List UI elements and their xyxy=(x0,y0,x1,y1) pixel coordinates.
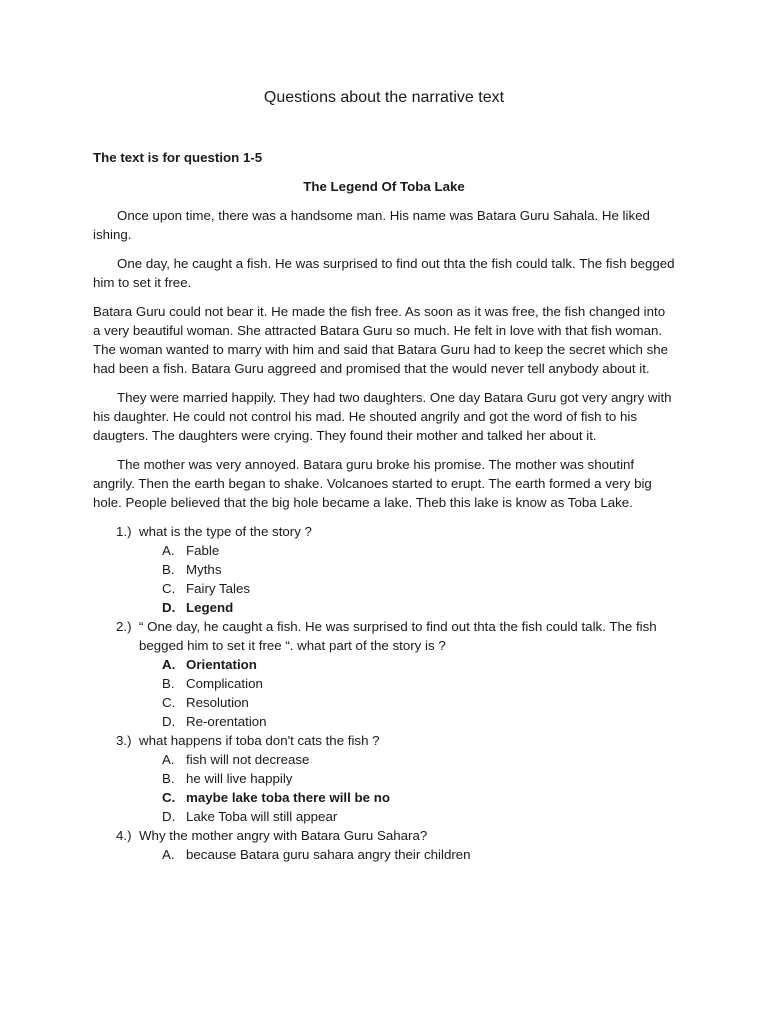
option-text: Resolution xyxy=(186,695,249,710)
answer-option xyxy=(93,560,675,579)
answer-option xyxy=(93,674,675,693)
story-title: The Legend Of Toba Lake xyxy=(303,179,465,194)
option-letter: D. xyxy=(162,600,176,615)
answer-option xyxy=(93,712,675,731)
option-letter: A. xyxy=(162,543,175,558)
story-paragraph: One day, he caught a fish. He was surprised to find out thta the fish could talk. The fish begged him to set it free. xyxy=(93,256,675,290)
question-number: 4.) xyxy=(116,828,132,843)
option-text: because Batara guru sahara angry their children xyxy=(186,847,471,862)
answer-option-correct xyxy=(93,788,675,807)
option-text: fish will not decrease xyxy=(186,752,310,767)
question-number: 3.) xyxy=(116,733,132,748)
option-text: he will live happily xyxy=(186,771,293,786)
option-text: Orientation xyxy=(186,657,257,672)
answer-option xyxy=(93,845,675,864)
question-item xyxy=(93,826,675,864)
story-paragraph: Once upon time, there was a handsome man. His name was Batara Guru Sahala. He liked ishing. xyxy=(93,208,650,242)
option-letter: C. xyxy=(162,695,176,710)
answer-option xyxy=(93,579,675,598)
question-text: what is the type of the story ? xyxy=(139,524,312,539)
option-text: Re-orentation xyxy=(186,714,267,729)
answer-option xyxy=(93,807,675,826)
option-letter: B. xyxy=(162,676,175,691)
option-list xyxy=(139,845,675,864)
answer-option xyxy=(93,541,675,560)
intro-line: The text is for question 1-5 xyxy=(93,150,263,165)
question-item xyxy=(93,522,675,617)
option-letter: A. xyxy=(162,752,175,767)
story-paragraph: They were married happily. They had two daughters. One day Batara Guru got very angry with his daughter. He could not control his mad. He shouted angrily and got the word of fish to his daugters. The daughters were crying. They found their mother and talked her about it. xyxy=(93,390,672,443)
option-list xyxy=(139,541,675,617)
question-list xyxy=(93,522,675,864)
question-text: “ One day, he caught a fish. He was surprised to find out thta the fish could talk. The fish begged him to set it free “. what part of the story is ? xyxy=(139,619,657,653)
answer-option xyxy=(93,693,675,712)
option-letter: D. xyxy=(162,714,176,729)
option-text: maybe lake toba there will be no xyxy=(186,790,390,805)
option-letter: B. xyxy=(162,771,175,786)
option-letter: A. xyxy=(162,657,176,672)
option-letter: C. xyxy=(162,581,176,596)
story-paragraph: Batara Guru could not bear it. He made the fish free. As soon as it was free, the fish changed into a very beautiful woman. She attracted Batara Guru so much. He felt in love with that fish woman. The woman wanted to marry with him and said that Batara Guru had to keep the secret which she had been a fish. Batara Guru aggreed and promised that the would never tell anybody about it. xyxy=(93,304,669,376)
page-title: Questions about the narrative text xyxy=(263,89,505,106)
option-text: Fable xyxy=(186,543,220,558)
question-item xyxy=(93,731,675,826)
option-letter: A. xyxy=(162,847,175,862)
answer-option xyxy=(93,769,675,788)
option-letter: D. xyxy=(162,809,176,824)
answer-option-correct xyxy=(93,598,675,617)
question-text: what happens if toba don't cats the fish ? xyxy=(139,733,380,748)
question-number: 1.) xyxy=(116,524,132,539)
question-text: Why the mother angry with Batara Guru Sahara? xyxy=(139,828,428,843)
option-list xyxy=(139,655,675,731)
option-text: Fairy Tales xyxy=(186,581,251,596)
option-letter: B. xyxy=(162,562,175,577)
story-paragraph: The mother was very annoyed. Batara guru broke his promise. The mother was shoutinf angrily. Then the earth began to shake. Volcanoes started to erupt. The earth formed a very big hole. People believed that the big hole became a lake. Theb this lake is know as Toba Lake. xyxy=(93,457,652,510)
option-letter: C. xyxy=(162,790,176,805)
answer-option xyxy=(93,750,675,769)
question-number: 2.) xyxy=(116,619,132,634)
option-text: Myths xyxy=(186,562,222,577)
option-text: Complication xyxy=(186,676,263,691)
document-body xyxy=(93,148,675,864)
answer-option-correct xyxy=(93,655,675,674)
option-list xyxy=(139,750,675,826)
question-item xyxy=(93,617,675,731)
option-text: Legend xyxy=(186,600,234,615)
option-text: Lake Toba will still appear xyxy=(186,809,338,824)
